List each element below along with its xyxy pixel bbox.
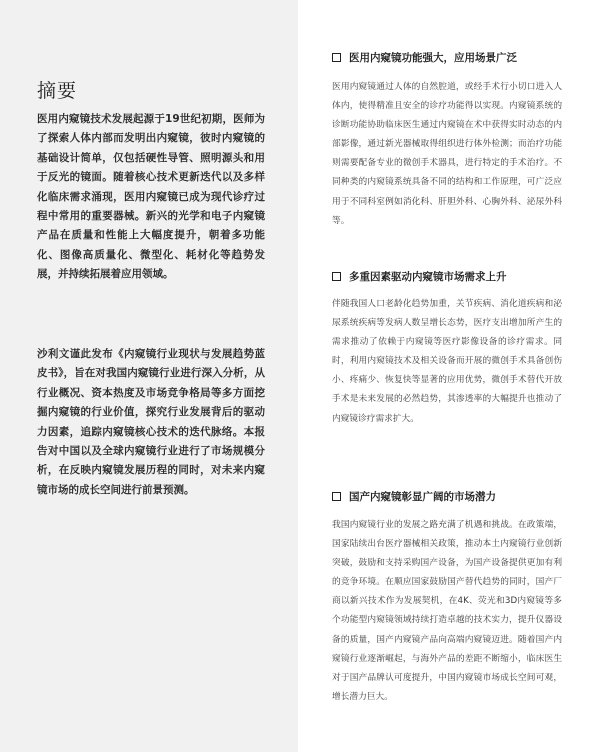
section-heading-1 — [332, 50, 517, 65]
section-heading-3 — [332, 489, 496, 504]
section-heading-2-text: 多重因素驱动内窥镜市场需求上升 — [349, 271, 507, 283]
abstract-title: 摘要 — [37, 80, 78, 102]
square-outline-icon — [332, 53, 341, 62]
abstract-paragraph-2: 沙利文谨此发布《内窥镜行业现状与发展趋势蓝皮书》，旨在对我国内窥镜行业进行深入分析，从行业概况、资本热度及市场竞争格局等多方面挖掘内窥镜的行业价值，探究行业发展背后的驱动力因素，追踪内窥镜核心技术的迭代脉络。本报告对中国以及全球内窥镜行业进行了市场规模分析，在反映内窥镜发展历程的同时，对未来内窥镜市场的成长空间进行前景预测。 — [37, 348, 265, 496]
square-outline-icon — [332, 272, 341, 281]
section-body-3: 我国内窥镜行业的发展之路充满了机遇和挑战。在政策端，国家陆续出台医疗器械相关政策，推动本土内窥镜行业创新突破，鼓励和支持采购国产设备，为国产设备提供更加有利的竞争环境。在顺应国家鼓励国产替代趋势的同时，国产厂商以新兴技术作为发展契机，在4K、荧光和3D内窥镜等多个功能型内窥镜领域持续打造卓越的技术实力，提升仪器设备的质量，国产内窥镜产品向高端内窥镜迈进。随着国产内窥镜行业逐渐崛起，与海外产品的差距不断缩小，临床医生对于国产品牌认可度提升，中国内窥镜市场成长空间可观，增长潜力巨大。 — [332, 520, 562, 702]
square-outline-icon — [332, 492, 341, 501]
abstract-paragraph-1: 医用内窥镜技术发展起源于19世纪初期，医师为了探索人体内部而发明出内窥镜，彼时内窥镜的基础设计简单，仅包括硬性导管、照明源头和用于反光的镜面。随着核心技术更新迭代以及多样化临床需求涌现，医用内窥镜已成为现代诊疗过程中常用的重要器械。新兴的光学和电子内窥镜产品在质量和性能上大幅度提升，朝着多功能化、图像高质量化、微型化、耗材化等趋势发展，并持续拓展着应用领域。 — [37, 113, 265, 281]
section-body-2: 伴随我国人口老龄化趋势加重，关节疾病、消化道疾病和泌尿系统疾病等发病人数呈增长态势，医疗支出增加所产生的需求推动了依赖于内窥镜等医疗影像设备的诊疗需求。同时，利用内窥镜技术及相关设备而开展的微创手术具备创伤小、疼痛少、恢复快等显著的应用优势，微创手术替代开放手术是未来发展的必然趋势，其渗透率的大幅提升也推动了内窥镜诊疗需求扩大。 — [332, 299, 562, 424]
section-heading-3-text: 国产内窥镜彰显广阔的市场潜力 — [349, 491, 496, 503]
section-heading-1-text: 医用内窥镜功能强大，应用场景广泛 — [349, 52, 517, 64]
section-body-1: 医用内窥镜通过人体的自然腔道，或经手术行小切口进入人体内，使得精准且安全的诊疗功能得以实现。内窥镜系统的诊断功能协助临床医生通过内窥镜在术中获得实时动态的内部影像，通过新光器械取得组织进行体外检测；而治疗功能则需要配备专业的微创手术器具，进行特定的手术治疗。不同种类的内窥镜系统具备不同的结构和工作原理，可广泛应用于不同科室例如消化科、肝胆外科、心胸外科、泌尿外科等。 — [332, 82, 562, 226]
section-heading-2 — [332, 269, 507, 284]
abstract-panel — [0, 0, 298, 752]
